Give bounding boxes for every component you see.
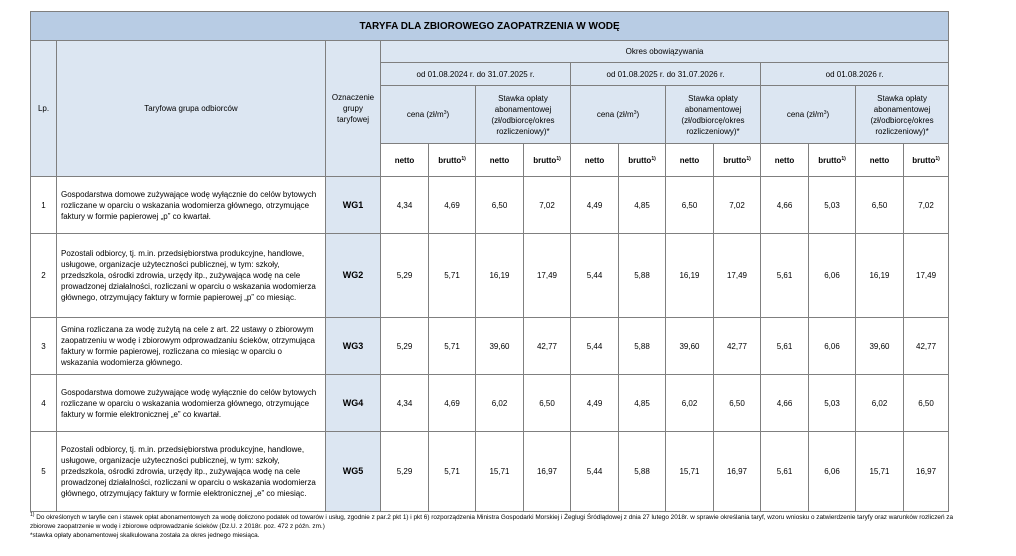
price-brutto-value: 6,06 [809,432,856,512]
customer-group-description: Gmina rozliczana za wodę zużytą na cele z art. 22 ustawy o zbiorowym zaopatrzeniu w wodę i zbiorowym odprowadzaniu ścieków, otrzymująca faktury w formie papierowej, rozliczana co miesiąc w oparciu o wskazania wodomierza głównego. [57,318,326,375]
header-netto: netto [856,144,904,177]
brutto-label: brutto [628,155,652,165]
tariff-group-code: WG4 [326,375,381,432]
table-row [31,432,949,512]
price-netto-value: 5,29 [381,234,429,318]
subscription-fee-brutto-value: 16,97 [524,432,571,512]
subscription-fee-netto-value: 16,19 [856,234,904,318]
brutto-label: brutto [818,155,842,165]
header-period-2: od 01.08.2025 r. do 31.07.2026 r. [571,63,761,86]
price-netto-value: 5,61 [761,234,809,318]
header-validity-period: Okres obowiązywania [381,41,949,63]
row-number: 2 [31,234,57,318]
brutto-footnote-marker: 1) [841,155,846,162]
footnotes [30,513,960,540]
price-label-close: ) [636,110,640,119]
table-title: TARYFA DLA ZBIOROWEGO ZAOPATRZENIA W WODĘ [31,12,949,41]
header-netto: netto [666,144,714,177]
price-label-close: ) [446,110,450,119]
subscription-fee-brutto-value: 6,50 [714,375,761,432]
brutto-footnote-marker: 1) [651,155,656,162]
price-unit-exponent: 3 [443,110,447,116]
price-brutto-value: 6,06 [809,318,856,375]
brutto-footnote-marker: 1) [746,155,751,162]
subscription-fee-netto-value: 6,02 [476,375,524,432]
price-netto-value: 4,34 [381,375,429,432]
brutto-footnote-marker: 1) [935,155,940,162]
customer-group-description: Gospodarstwa domowe zużywające wodę wyłącznie do celów bytowych rozliczane w oparciu o wskazania wodomierza głównego, otrzymujące faktury w formie elektronicznej „e” co kwartał. [57,375,326,432]
price-netto-value: 5,29 [381,318,429,375]
subscription-fee-brutto-value: 6,50 [524,375,571,432]
price-brutto-value: 5,03 [809,375,856,432]
header-netto: netto [761,144,809,177]
row-number: 5 [31,432,57,512]
header-brutto [904,144,949,177]
header-brutto [429,144,476,177]
footnote-vat-text: Do określonych w taryfie cen i stawek opłat abonamentowych za wodę doliczono podatek od towarów i usług, zgodnie z par.2 pkt 1) i pkt 6) rozporządzenia Ministra Gospodarki Morskiej i Żeglugi Śródlądowej z dnia 27 lutego 2018r. w sprawie określania taryf, wzoru wniosku o zatwierdzenie taryfy oraz warunków rozliczeń za zbiorowe zaopatrzenie w wodę i zbiorowe odprowadzanie ścieków (Dz.U. z 2018r. poz. 472 z późn. zm.) [30,514,954,530]
subscription-fee-brutto-value: 42,77 [524,318,571,375]
header-netto: netto [476,144,524,177]
price-netto-value: 5,61 [761,432,809,512]
tariff-table [30,11,949,512]
row-number: 4 [31,375,57,432]
price-netto-value: 5,44 [571,234,619,318]
subscription-fee-netto-value: 15,71 [856,432,904,512]
brutto-label: brutto [533,155,557,165]
subscription-fee-netto-value: 39,60 [476,318,524,375]
price-label: cena (zł/m [406,110,444,119]
header-period-1: od 01.08.2024 r. do 31.07.2025 r. [381,63,571,86]
subscription-fee-netto-value: 6,50 [856,177,904,234]
subscription-fee-netto-value: 6,50 [666,177,714,234]
price-netto-value: 4,49 [571,177,619,234]
price-brutto-value: 4,85 [619,375,666,432]
tariff-group-code: WG1 [326,177,381,234]
price-brutto-value: 5,71 [429,432,476,512]
header-price-2 [571,86,666,144]
subscription-fee-netto-value: 39,60 [666,318,714,375]
price-brutto-value: 5,88 [619,234,666,318]
brutto-label: brutto [912,155,936,165]
subscription-fee-brutto-value: 17,49 [524,234,571,318]
header-price-1 [381,86,476,144]
subscription-fee-brutto-value: 7,02 [904,177,949,234]
header-customer-group: Taryfowa grupa odbiorców [57,41,326,177]
price-label: cena (zł/m [596,110,634,119]
price-brutto-value: 5,88 [619,318,666,375]
price-brutto-value: 5,71 [429,234,476,318]
customer-group-description: Pozostali odbiorcy, tj. m.in. przedsiębiorstwa produkcyjne, handlowe, usługowe, organizacje użyteczności publicznej, w tym: szkoły, przedszkola, ośrodki zdrowia, urzędy itp., zużywająca wodę na cele prowadzonej działalności, rozliczani w oparciu o wskazania wodomierza głównego, otrzymujący faktury w formie papierowej „p” co miesiąc. [57,234,326,318]
table-row [31,234,949,318]
price-netto-value: 4,66 [761,375,809,432]
header-netto: netto [571,144,619,177]
brutto-label: brutto [438,155,462,165]
header-brutto [524,144,571,177]
subscription-fee-brutto-value: 42,77 [714,318,761,375]
subscription-fee-brutto-value: 17,49 [714,234,761,318]
tariff-group-code: WG5 [326,432,381,512]
table-row [31,375,949,432]
tariff-group-code: WG2 [326,234,381,318]
price-brutto-value: 4,69 [429,375,476,432]
price-label: cena (zł/m [786,110,824,119]
subscription-fee-brutto-value: 16,97 [714,432,761,512]
footnote-subscription: *stawka opłaty abonamentowej skalkulowana została za okres jednego miesiąca. [30,532,260,539]
header-price-3 [761,86,856,144]
subscription-fee-brutto-value: 16,97 [904,432,949,512]
subscription-fee-netto-value: 16,19 [666,234,714,318]
subscription-fee-netto-value: 6,02 [856,375,904,432]
price-brutto-value: 4,85 [619,177,666,234]
subscription-fee-netto-value: 39,60 [856,318,904,375]
price-unit-exponent: 3 [823,110,827,116]
price-unit-exponent: 3 [633,110,637,116]
price-brutto-value: 5,71 [429,318,476,375]
header-lp: Lp. [31,41,57,177]
price-brutto-value: 5,03 [809,177,856,234]
subscription-fee-netto-value: 6,02 [666,375,714,432]
customer-group-description: Pozostali odbiorcy, tj. m.in. przedsiębiorstwa produkcyjne, handlowe, usługowe, organizacje użyteczności publicznej, w tym: szkoły, przedszkola, ośrodki zdrowia, urzędy itp., zużywająca wodę na cele prowadzonej działalności, rozliczani w oparciu o wskazania wodomierza głównego, otrzymujący faktury w formie elektronicznej „e” co miesiąc. [57,432,326,512]
subscription-fee-netto-value: 6,50 [476,177,524,234]
customer-group-description: Gospodarstwa domowe zużywające wodę wyłącznie do celów bytowych rozliczane w oparciu o wskazania wodomierza głównego, otrzymujące faktury w formie papierowej „p” co kwartał. [57,177,326,234]
price-netto-value: 4,34 [381,177,429,234]
row-number: 1 [31,177,57,234]
header-subscription-fee-3: Stawka opłaty abonamentowej (zł/odbiorcę/okres rozliczeniowy)* [856,86,949,144]
header-period-3: od 01.08.2026 r. [761,63,949,86]
table-row [31,318,949,375]
subscription-fee-brutto-value: 17,49 [904,234,949,318]
header-brutto [714,144,761,177]
price-netto-value: 5,44 [571,432,619,512]
row-number: 3 [31,318,57,375]
header-tariff-group-code: Oznaczenie grupy taryfowej [326,41,381,177]
price-brutto-value: 5,88 [619,432,666,512]
subscription-fee-brutto-value: 7,02 [714,177,761,234]
header-subscription-fee-2: Stawka opłaty abonamentowej (zł/odbiorcę/okres rozliczeniowy)* [666,86,761,144]
footnote-vat [30,513,960,531]
brutto-label: brutto [723,155,747,165]
tariff-group-code: WG3 [326,318,381,375]
header-brutto [619,144,666,177]
table-row [31,177,949,234]
subscription-fee-netto-value: 15,71 [476,432,524,512]
price-netto-value: 5,29 [381,432,429,512]
header-brutto [809,144,856,177]
price-netto-value: 5,61 [761,318,809,375]
price-netto-value: 5,44 [571,318,619,375]
header-netto: netto [381,144,429,177]
price-netto-value: 4,66 [761,177,809,234]
price-netto-value: 4,49 [571,375,619,432]
header-subscription-fee-1: Stawka opłaty abonamentowej (zł/odbiorcę/okres rozliczeniowy)* [476,86,571,144]
subscription-fee-brutto-value: 42,77 [904,318,949,375]
price-brutto-value: 6,06 [809,234,856,318]
subscription-fee-brutto-value: 6,50 [904,375,949,432]
subscription-fee-netto-value: 16,19 [476,234,524,318]
footnote-marker: 1) [30,512,35,518]
price-brutto-value: 4,69 [429,177,476,234]
subscription-fee-netto-value: 15,71 [666,432,714,512]
subscription-fee-brutto-value: 7,02 [524,177,571,234]
brutto-footnote-marker: 1) [556,155,561,162]
brutto-footnote-marker: 1) [461,155,466,162]
price-label-close: ) [826,110,830,119]
